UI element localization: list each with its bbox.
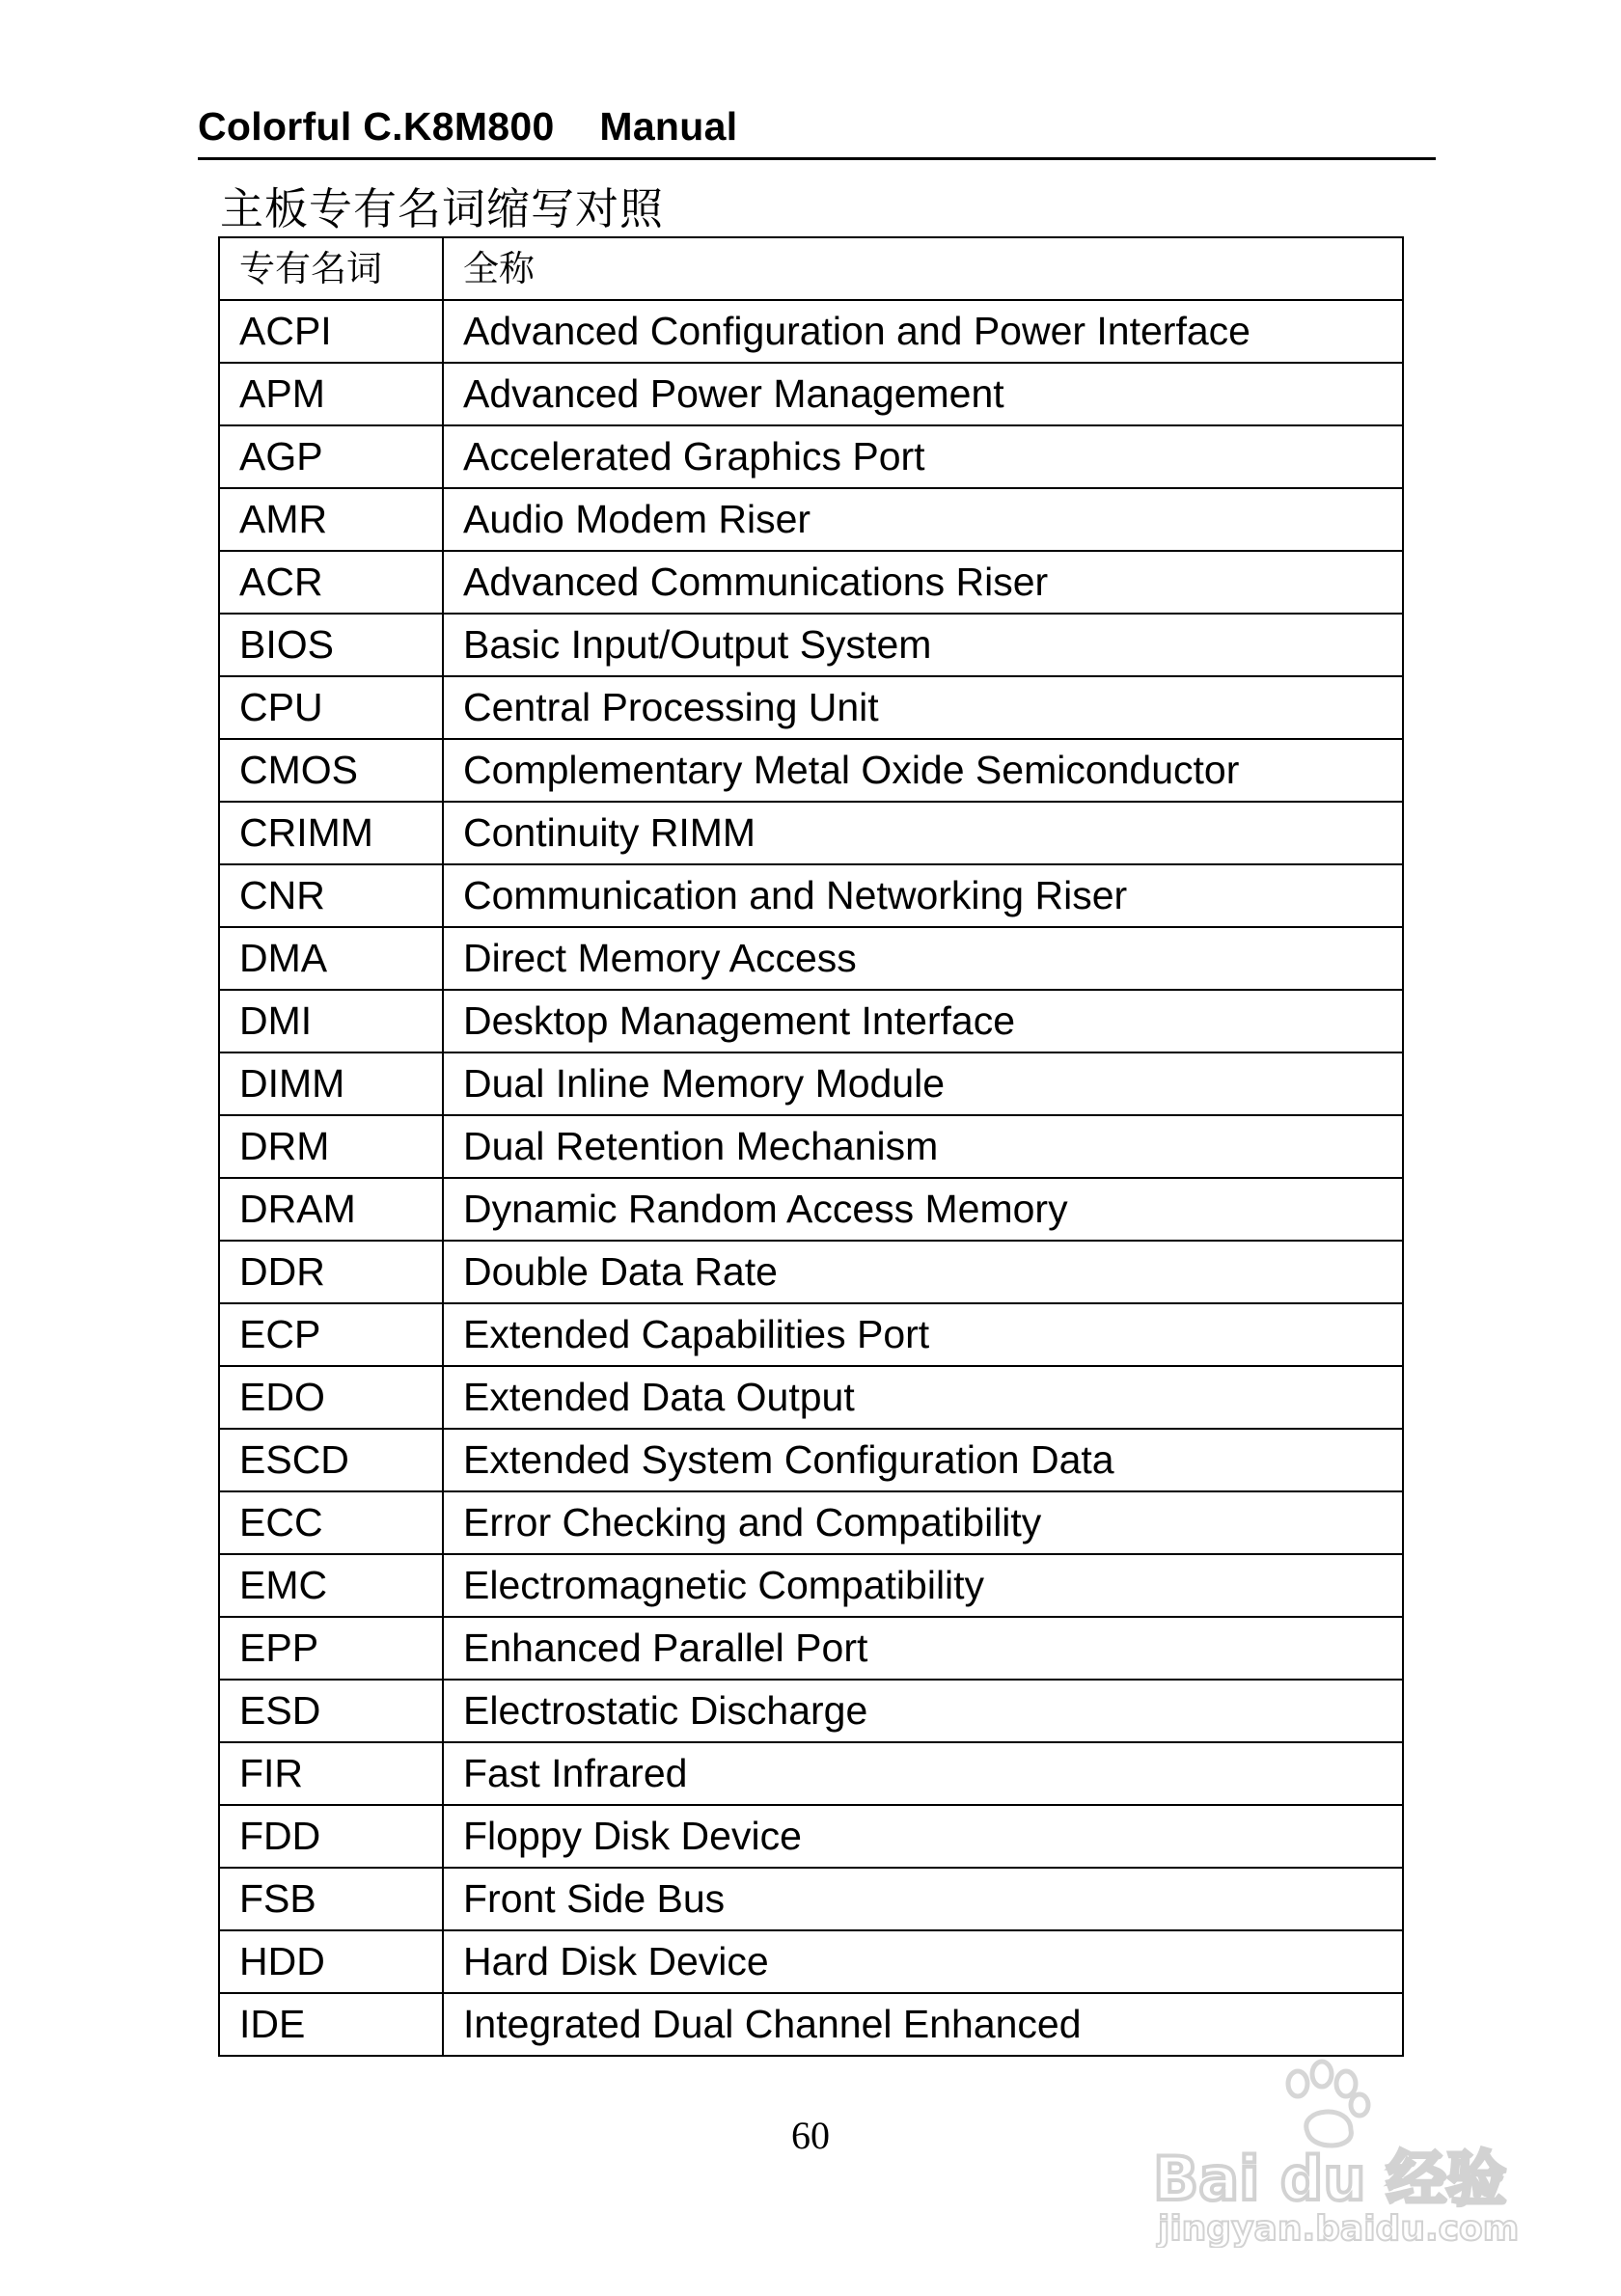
page-number: 60 — [791, 2114, 830, 2157]
full-name-cell: Extended Capabilities Port — [443, 1303, 1403, 1366]
table-row — [219, 1115, 1403, 1178]
abbreviation-cell: DIMM — [219, 1052, 443, 1115]
table-row — [219, 990, 1403, 1052]
table-row — [219, 927, 1403, 990]
table-row — [219, 1491, 1403, 1554]
full-name-cell: Direct Memory Access — [443, 927, 1403, 990]
abbreviation-cell: DRAM — [219, 1178, 443, 1241]
abbreviation-cell: FDD — [219, 1805, 443, 1868]
abbreviation-cell: CMOS — [219, 739, 443, 802]
abbreviation-cell: EDO — [219, 1366, 443, 1429]
column-header-fullname: 全称 — [443, 237, 1403, 300]
abbreviation-cell: CPU — [219, 676, 443, 739]
abbreviation-table — [218, 236, 1404, 2057]
full-name-cell: Error Checking and Compatibility — [443, 1491, 1403, 1554]
abbreviation-cell: FSB — [219, 1868, 443, 1930]
full-name-cell: Electromagnetic Compatibility — [443, 1554, 1403, 1617]
abbreviation-cell: BIOS — [219, 614, 443, 676]
table-row — [219, 1993, 1403, 2056]
full-name-cell: Basic Input/Output System — [443, 614, 1403, 676]
table-row — [219, 802, 1403, 864]
full-name-cell: Electrostatic Discharge — [443, 1680, 1403, 1742]
full-name-cell: Extended System Configuration Data — [443, 1429, 1403, 1491]
section-title: 主板专有名词缩写对照 — [220, 183, 665, 234]
full-name-cell: Continuity RIMM — [443, 802, 1403, 864]
full-name-cell: Dual Inline Memory Module — [443, 1052, 1403, 1115]
full-name-cell: Desktop Management Interface — [443, 990, 1403, 1052]
abbreviation-cell: DRM — [219, 1115, 443, 1178]
full-name-cell: Accelerated Graphics Port — [443, 425, 1403, 488]
table-row — [219, 1617, 1403, 1680]
baidu-paw-logo-icon — [1288, 2062, 1368, 2146]
abbreviation-cell: FIR — [219, 1742, 443, 1805]
abbreviation-cell: EMC — [219, 1554, 443, 1617]
table-row — [219, 1742, 1403, 1805]
full-name-cell: Central Processing Unit — [443, 676, 1403, 739]
abbreviation-cell: IDE — [219, 1993, 443, 2056]
table-row — [219, 1868, 1403, 1930]
full-name-cell: Advanced Power Management — [443, 363, 1403, 425]
page-header-title: Colorful C.K8M800 Manual — [198, 104, 738, 149]
full-name-cell: Double Data Rate — [443, 1241, 1403, 1303]
table-row — [219, 425, 1403, 488]
table-row — [219, 300, 1403, 363]
table-row — [219, 1241, 1403, 1303]
abbreviation-cell: ACR — [219, 551, 443, 614]
full-name-cell: Advanced Communications Riser — [443, 551, 1403, 614]
table-row — [219, 488, 1403, 551]
abbreviation-cell: AGP — [219, 425, 443, 488]
column-header-term: 专有名词 — [219, 237, 443, 300]
table-row — [219, 551, 1403, 614]
full-name-cell: Extended Data Output — [443, 1366, 1403, 1429]
abbreviation-cell: ACPI — [219, 300, 443, 363]
full-name-cell: Hard Disk Device — [443, 1930, 1403, 1993]
abbreviation-cell: CRIMM — [219, 802, 443, 864]
table-row — [219, 363, 1403, 425]
abbreviation-cell: ESCD — [219, 1429, 443, 1491]
table-row — [219, 1554, 1403, 1617]
full-name-cell: Enhanced Parallel Port — [443, 1617, 1403, 1680]
full-name-cell: Integrated Dual Channel Enhanced — [443, 1993, 1403, 2056]
full-name-cell: Advanced Configuration and Power Interface — [443, 300, 1403, 363]
table-row — [219, 1805, 1403, 1868]
full-name-cell: Communication and Networking Riser — [443, 864, 1403, 927]
header-divider — [198, 157, 1436, 160]
abbreviation-cell: ESD — [219, 1680, 443, 1742]
abbreviation-cell: ECC — [219, 1491, 443, 1554]
table-row — [219, 1178, 1403, 1241]
baidu-jingyan-watermark — [1153, 2055, 1539, 2248]
abbreviation-cell: ECP — [219, 1303, 443, 1366]
table-row — [219, 1680, 1403, 1742]
abbreviation-cell: DDR — [219, 1241, 443, 1303]
table-row — [219, 1930, 1403, 1993]
full-name-cell: Front Side Bus — [443, 1868, 1403, 1930]
full-name-cell: Complementary Metal Oxide Semiconductor — [443, 739, 1403, 802]
table-row — [219, 676, 1403, 739]
table-row — [219, 864, 1403, 927]
table-row — [219, 614, 1403, 676]
table-row — [219, 1366, 1403, 1429]
full-name-cell: Dual Retention Mechanism — [443, 1115, 1403, 1178]
table-row — [219, 739, 1403, 802]
abbreviation-cell: APM — [219, 363, 443, 425]
table-header-row — [219, 237, 1403, 300]
full-name-cell: Floppy Disk Device — [443, 1805, 1403, 1868]
abbreviation-cell: HDD — [219, 1930, 443, 1993]
watermark-url: jingyan.baidu.com — [1158, 2209, 1520, 2248]
full-name-cell: Fast Infrared — [443, 1742, 1403, 1805]
abbreviation-cell: DMA — [219, 927, 443, 990]
abbreviation-cell: CNR — [219, 864, 443, 927]
full-name-cell: Audio Modem Riser — [443, 488, 1403, 551]
abbreviation-cell: DMI — [219, 990, 443, 1052]
watermark-brand: Bai du 经验 — [1153, 2144, 1507, 2214]
abbreviation-cell: EPP — [219, 1617, 443, 1680]
abbreviation-cell: AMR — [219, 488, 443, 551]
table-row — [219, 1052, 1403, 1115]
table-row — [219, 1429, 1403, 1491]
table-row — [219, 1303, 1403, 1366]
full-name-cell: Dynamic Random Access Memory — [443, 1178, 1403, 1241]
